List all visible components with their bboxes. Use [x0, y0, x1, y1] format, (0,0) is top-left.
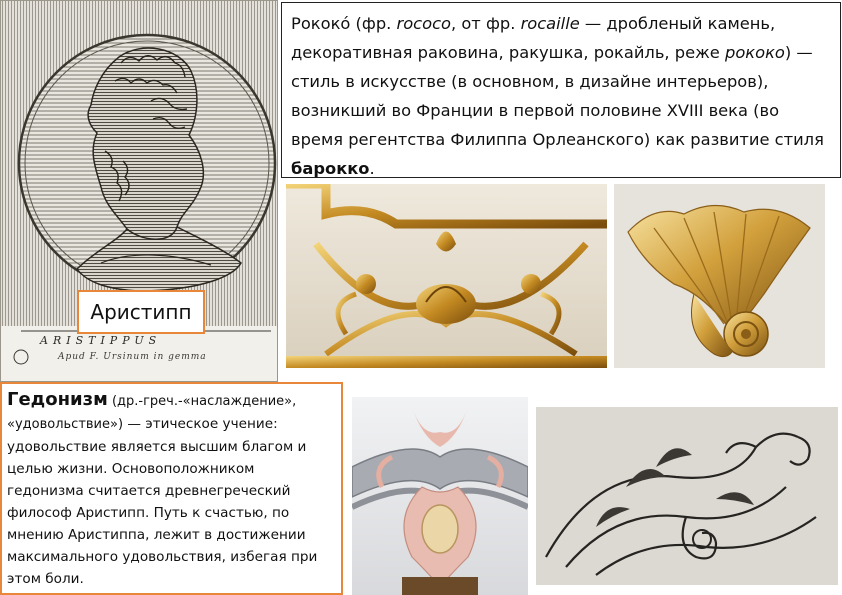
acanthus-engraving-photo [536, 407, 838, 585]
hedonism-definition [0, 382, 343, 595]
pink-stucco-photo [352, 397, 528, 595]
gilded-ceiling-photo [286, 184, 607, 368]
aristippus-label: Аристипп [77, 290, 205, 334]
rococo-text: ) — стиль в искусстве (в основном, в дизайне интерьеров), возникший во Франции в первой половине XVIII века (во время регентства Филиппа Орлеанского) как развитие стиля [291, 43, 824, 149]
rococo-definition [281, 2, 841, 178]
shell-sconce-image [614, 184, 825, 368]
rococo-french-word: rococo [396, 14, 451, 33]
hedonism-etymology: (др.-греч.-«наслаждение», «удовольствие») [7, 394, 297, 432]
rocaille-french-word: rocaille [520, 14, 580, 33]
rococo-alt-word: рококо [724, 43, 785, 62]
pink-stucco-image [352, 397, 528, 595]
portrait-inscription: ARISTIPPUS [40, 334, 162, 347]
shell-sconce-photo [614, 184, 825, 368]
rococo-term: Рококó [291, 14, 351, 33]
rococo-text: (фр. [350, 14, 397, 33]
gilded-ceiling-image [286, 184, 607, 368]
portrait-inscription-sub: Apud F. Ursinum in gemma [58, 352, 207, 362]
rococo-text: — дробленый камень, декоративная раковина, ракушка, рокайль, реже [291, 14, 776, 62]
acanthus-engraving-image [536, 407, 838, 585]
hedonism-body: — этическое учение: удовольствие является высшим благом и целью жизни. Основоположником гедонизма считается древнегреческий философ Аристипп. Путь к счастью, по мнению Аристиппа, лежит в достижении максимального удовольствия, избегая при этом боли. [7, 416, 318, 587]
rococo-text: . [369, 159, 375, 178]
baroque-word: барокко [291, 159, 370, 178]
rococo-text: , от фр. [451, 14, 521, 33]
hedonism-term: Гедонизм [7, 389, 108, 410]
